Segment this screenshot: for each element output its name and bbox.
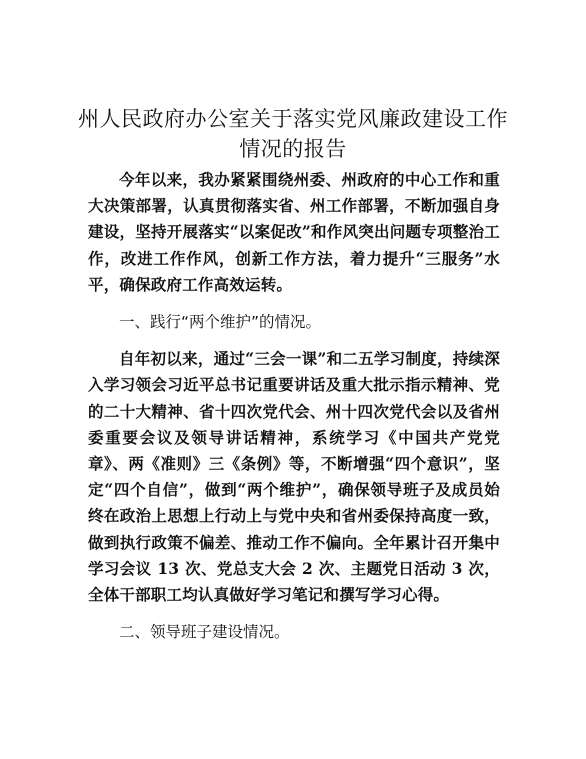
document-title [60, 104, 526, 164]
section-1-paragraph: 自年初以来，通过“三会一课”和二五学习制度，持续深入学习领会习近平总书记重要讲话及重大批示指示精神、党的二十大精神、省十四次党代会、州十四次党代会以及省州委重要会议及领导讲话精神，系统学习《中国共产党党章》、两《准则》三《条例》等，不断增强“四个意识”，坚定“四个自信”，做到“两个维护”，确保领导班子及成员始终在政治上思想上行动上与党中央和省州委保持高度一致，做到执行政策不偏差、推动工作不偏向。全年累计召开集中学习会议 13 次、党总支大会 2 次、主题党日活动 3 次，全体干部职工均认真做好学习笔记和撰写学习心得。 [88, 349, 500, 605]
intro-paragraph: 今年以来，我办紧紧围绕州委、州政府的中心工作和重大决策部署，认真贯彻落实省、州工作部署，不断加强自身建设，坚持开展落实“以案促改”和作风突出问题专项整治工作，改进工作作风，创新工作方法，着力提升“三服务”水平，确保政府工作高效运转。 [88, 170, 500, 294]
section-2-heading: 二、领导班子建设情况。 [119, 623, 290, 642]
document-body [88, 167, 500, 645]
title-line-2: 情况的报告 [239, 137, 347, 161]
title-line-1: 州人民政府办公室关于落实党风廉政建设工作 [78, 107, 508, 131]
section-1-heading: 一、践行“两个维护”的情况。 [119, 313, 322, 332]
